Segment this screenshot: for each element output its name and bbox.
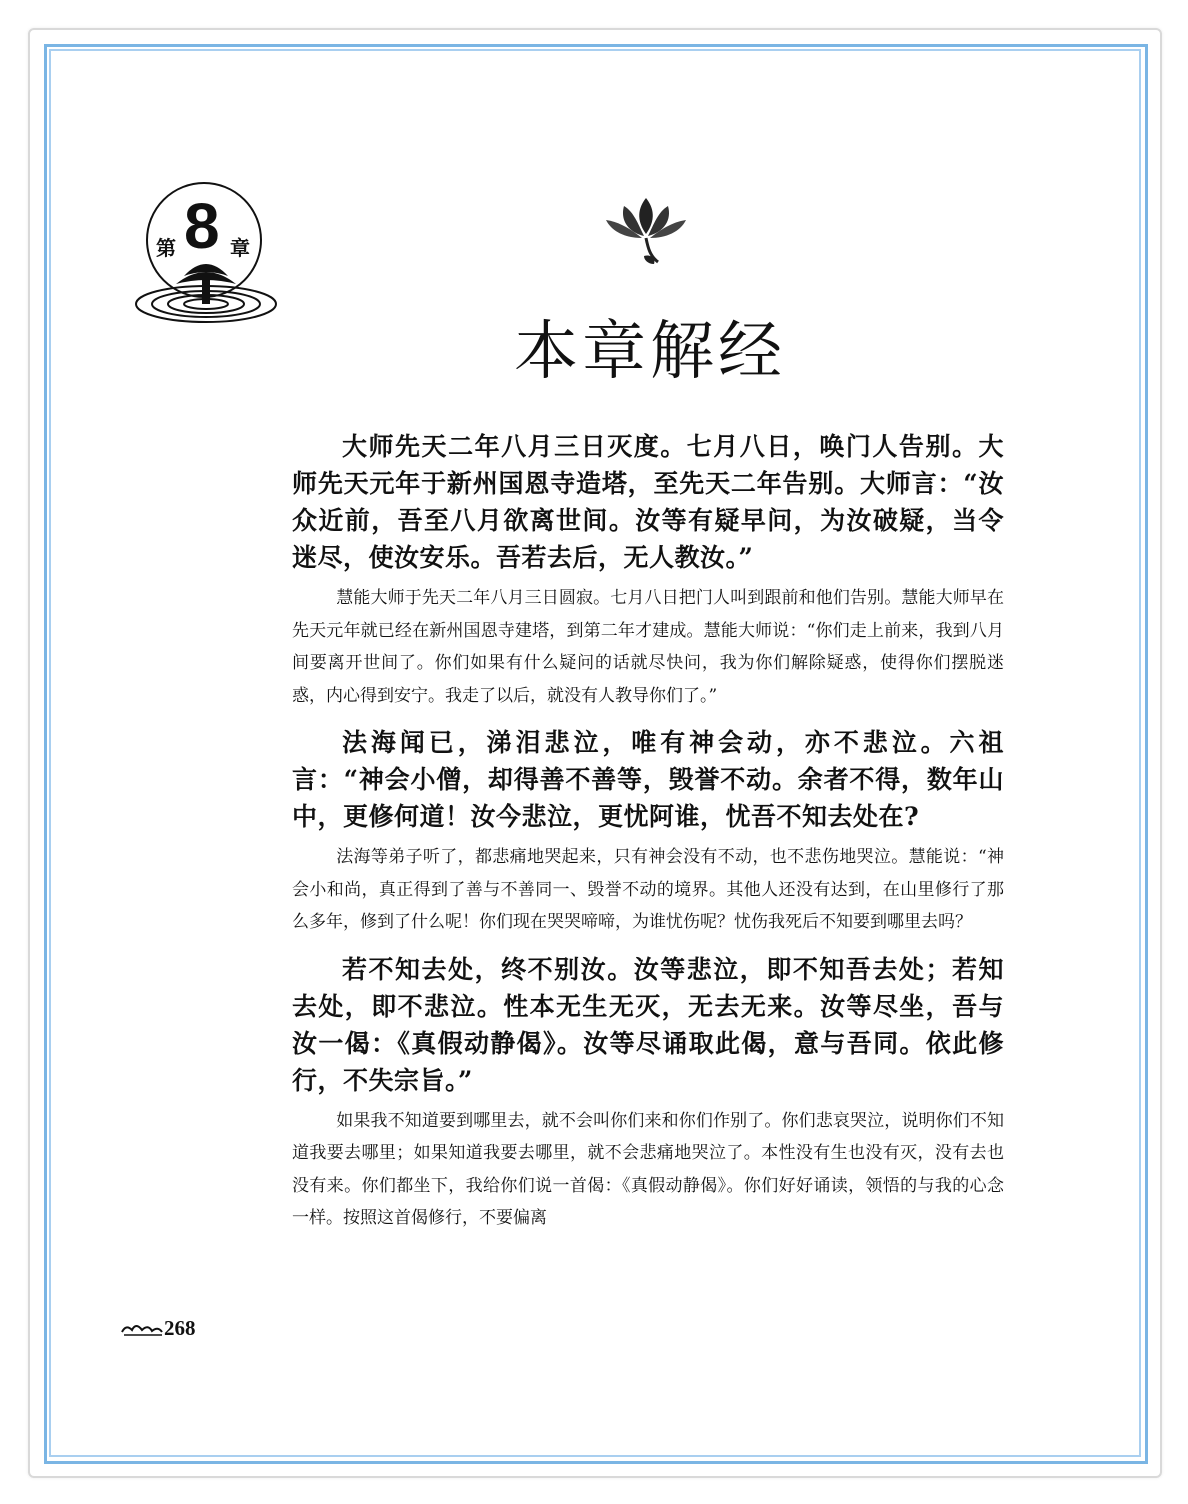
lotus-icon [598,190,694,270]
original-text: 大师先天二年八月三日灭度。七月八日，唤门人告别。大师先天元年于新州国恩寺造塔，至先天二年告别。大师言：“汝众近前，吾至八月欲离世间。汝等有疑早问，为汝破疑，当令迷尽，使汝安乐。吾若去后，无人教汝。” [292,432,1004,572]
chapter-prefix: 第 [156,236,176,260]
translation-text: 慧能大师于先天二年八月三日圆寂。七月八日把门人叫到跟前和他们告别。慧能大师早在先天元年就已经在新州国恩寺建塔，到第二年才建成。慧能大师说：“你们走上前来，我到八月间要离开世间了。你们如果有什么疑问的话就尽快问，我为你们解除疑惑，使得你们摆脱迷惑，内心得到安宁。我走了以后，就没有人教导你们了。” [292,588,1004,706]
main-text [292,428,1004,1247]
page-title: 本章解经 [514,315,786,389]
translation-text: 如果我不知道要到哪里去，就不会叫你们来和你们作别了。你们悲哀哭泣，说明你们不知道我要去哪里；如果知道我要去哪里，就不会悲痛地哭泣了。本性没有生也没有灭，没有去也没有来。你们都坐下，我给你们说一首偈：《真假动静偈》。你们好好诵读，领悟的与我的心念一样。按照这首偈修行，不要偏离 [292,1110,1004,1228]
original-text: 若不知去处，终不别汝。汝等悲泣，即不知吾去处；若知去处，即不悲泣。性本无生无灭，无去无来。汝等尽坐，吾与汝一偈：《真假动静偈》。汝等尽诵取此偈，意与吾同。依此修行，不失宗旨。” [292,954,1004,1095]
chapter-number: 8 [184,190,220,262]
translation-text: 法海等弟子听了，都悲痛地哭起来，只有神会没有不动，也不悲伤地哭泣。慧能说：“神会小和尚，真正得到了善与不善同一、毁誉不动的境界。其他人还没有达到，在山里修行了那么多年，修到了什么呢！你们现在哭哭啼啼，为谁忧伤呢？忧伤我死后不知要到哪里去吗？ [292,847,1004,932]
page-number-text: 268 [164,1316,196,1340]
chapter-badge [132,180,282,330]
cloud-ornament-icon [120,1320,164,1338]
chapter-suffix: 章 [230,236,250,260]
original-text: 法海闻已，涕泪悲泣，唯有神会动，亦不悲泣。六祖言：“神会小僧，却得善不善等，毁誉不动。余者不得，数年山中，更修何道！汝今悲泣，更忧阿谁，忧吾不知去处在? [292,728,1004,831]
